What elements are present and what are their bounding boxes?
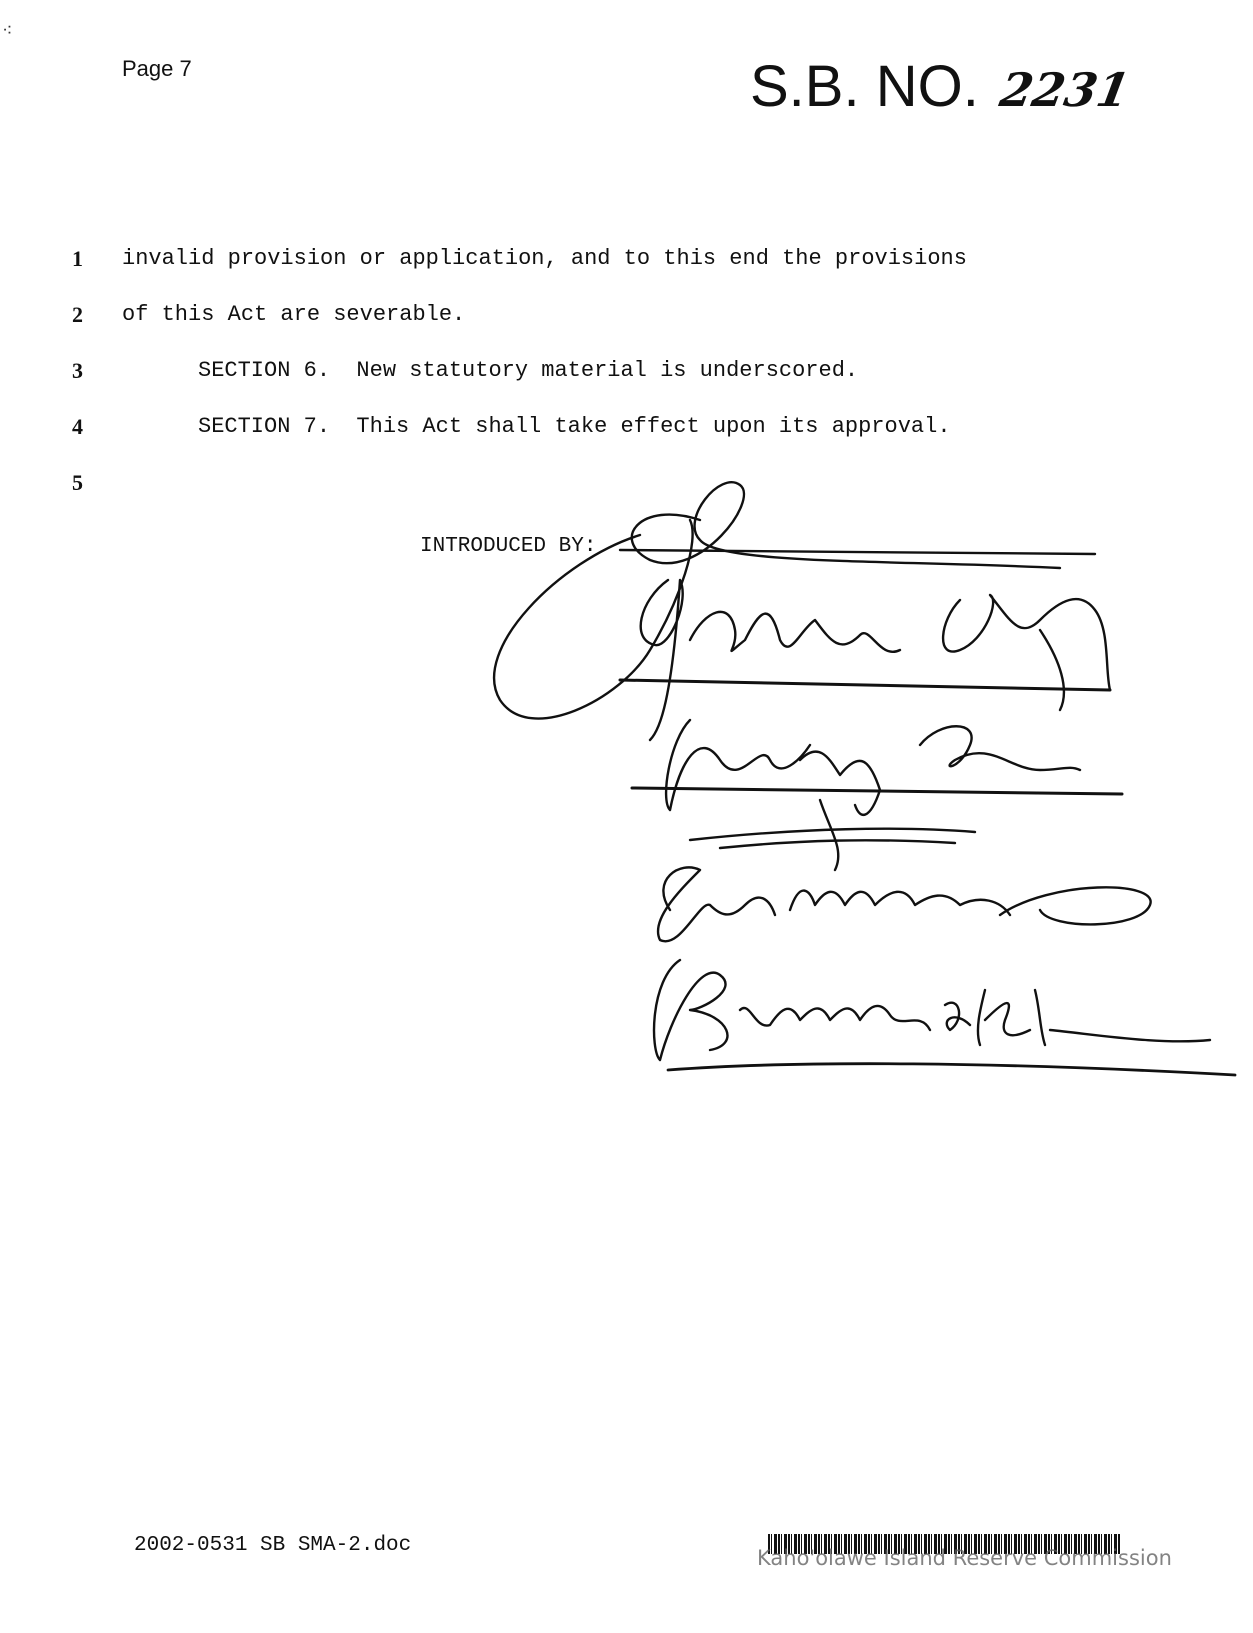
line-number: 2: [72, 302, 83, 327]
introduced-by-label: INTRODUCED BY:: [420, 535, 597, 558]
bill-text-line: SECTION 7. This Act shall take effect upon its approval.: [198, 414, 951, 439]
line-number: 3: [72, 358, 83, 383]
line-number: 1: [72, 246, 83, 271]
bill-text-line: of this Act are severable.: [122, 302, 466, 327]
bill-number-heading: [750, 54, 1134, 119]
line-number: 5: [72, 470, 83, 495]
scan-corner-mark: ⁖: [2, 20, 13, 41]
page-label: Page 7: [122, 56, 192, 81]
signature-4: [658, 867, 1151, 941]
signature-1: [494, 482, 1095, 718]
signature-5: [654, 960, 1235, 1075]
archive-watermark: Kaho'olawe Island Reserve Commission: [757, 1546, 1172, 1570]
signature-2: [620, 580, 1110, 740]
bill-text-line: SECTION 6. New statutory material is underscored.: [198, 358, 859, 383]
bill-prefix: S.B. NO.: [750, 54, 979, 119]
bill-number-handwritten: 2231: [996, 63, 1134, 117]
line-number: 4: [72, 414, 83, 439]
signature-3: [632, 720, 1122, 870]
document-id: 2002-0531 SB SMA-2.doc: [134, 1534, 412, 1557]
bill-text-line: invalid provision or application, and to this end the provisions: [122, 246, 967, 271]
